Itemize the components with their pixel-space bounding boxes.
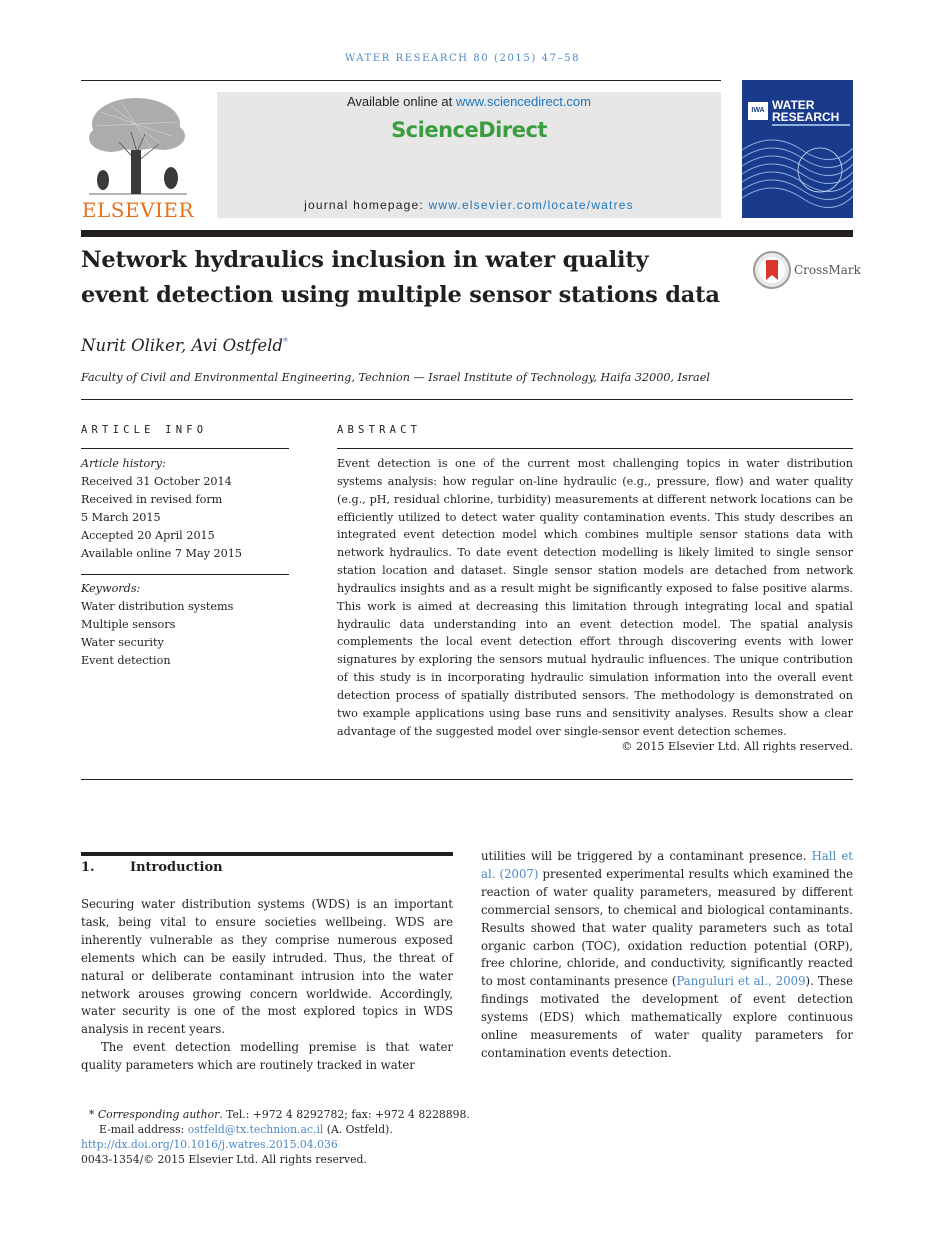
doi-link[interactable]: http://dx.doi.org/10.1016/j.watres.2015.04.036 bbox=[81, 1138, 338, 1151]
cover-title-line1: WATER bbox=[772, 98, 815, 112]
header-rule bbox=[81, 80, 721, 81]
article-info-rule bbox=[81, 448, 289, 449]
article-history bbox=[81, 455, 289, 563]
cover-title bbox=[772, 99, 839, 123]
sciencedirect-link[interactable]: www.sciencedirect.com bbox=[455, 94, 591, 109]
tree-emblem-icon bbox=[81, 92, 195, 196]
keyword-item: Water security bbox=[81, 636, 164, 649]
history-item: Received in revised form bbox=[81, 493, 223, 506]
footnote bbox=[81, 1107, 481, 1167]
section-title: Introduction bbox=[130, 860, 223, 875]
history-item: 5 March 2015 bbox=[81, 511, 161, 524]
journal-homepage-link[interactable]: www.elsevier.com/locate/watres bbox=[428, 198, 634, 212]
title-line2: event detection using multiple sensor stations data bbox=[81, 282, 720, 308]
text-run: presented experimental results which examined the reaction of water quality parameters, measured by different commercial sensors, to chemical and biological contaminants. Results showed that water quality parameters such as total organic carbon (TOC), oxidation reduction potential (ORP), free chlorine, chloride, and conductivity, significantly reacted to most contaminants presence ( bbox=[481, 866, 854, 989]
history-item: Received 31 October 2014 bbox=[81, 475, 232, 488]
info-top-rule bbox=[81, 399, 853, 400]
email-label: E-mail address: bbox=[99, 1123, 188, 1136]
affiliation: Faculty of Civil and Environmental Engineering, Technion — Israel Institute of Technology, Haifa 32000, Israel bbox=[81, 371, 710, 384]
cover-subtitle-bar bbox=[772, 124, 850, 126]
sciencedirect-banner bbox=[217, 92, 721, 218]
text-run: utilities will be triggered by a contaminant presence. bbox=[481, 849, 812, 863]
title-line1: Network hydraulics inclusion in water quality bbox=[81, 247, 649, 273]
available-online bbox=[217, 94, 721, 109]
paragraph bbox=[481, 848, 853, 1063]
abstract-rule bbox=[337, 448, 853, 449]
corr-label: Corresponding author bbox=[97, 1108, 220, 1121]
issn-line: 0043-1354/© 2015 Elsevier Ltd. All rights reserved. bbox=[81, 1153, 367, 1166]
abstract-text: Event detection is one of the current most challenging topics in water distribution systems analysis: how regular on-line hydraulic (e.g., pressure, flow) and water quality (e.g., pH, residual chlorine, turbidity) measurements at different network locations can be efficiently utilized to detect water quality contamination events. This study describes an integrated event detection model which combines multiple sensor stations data with network hydraulics. To date event detection modelling is likely limited to single sensor station location and dataset. Single sensor station models are detached from network hydraulics insights and as a result might be significantly exposed to false positive alarms. This work is aimed at decreasing this limitation through integrating local and spatial hydraulic data understanding into an event detection model. The spatial analysis complements the local event detection effort through discovering events with lower signatures by exploring the sensors mutual hydraulic influences. The unique contribution of this study is in incorporating hydraulic simulation information into the overall event detection process of spatially distributed sensors. The methodology is demonstrated on two example applications using base runs and sensitivity analyses. Results show a clear advantage of the suggested model over single-sensor event detection schemes. bbox=[337, 457, 853, 738]
section-number: 1. bbox=[81, 860, 95, 875]
paragraph: Securing water distribution systems (WDS) is an important task, being vital to ensure societies wellbeing. WDS are inherently vulnerable as they comprise numerous exposed elements which can be easily intruded. Thus, the threat of natural or deliberate contaminant intrusion into the water network arouses growing concern worldwide. Accordingly, water security is one of the most explored topics in WDS analysis in recent years. bbox=[81, 897, 453, 1037]
crossmark-icon bbox=[752, 250, 792, 290]
crossmark-label: CrossMark bbox=[794, 263, 861, 277]
author-names: Nurit Oliker, Avi Ostfeld bbox=[81, 336, 283, 355]
crossmark-button[interactable] bbox=[752, 250, 861, 290]
email-line bbox=[81, 1122, 481, 1137]
article-info-heading: ARTICLE INFO bbox=[81, 424, 208, 436]
abstract-copyright: © 2015 Elsevier Ltd. All rights reserved. bbox=[621, 740, 853, 753]
abstract-bottom-rule bbox=[81, 779, 853, 780]
history-item: Available online 7 May 2015 bbox=[81, 547, 242, 560]
authors bbox=[81, 336, 288, 355]
keyword-item: Multiple sensors bbox=[81, 618, 176, 631]
section-heading-introduction bbox=[81, 860, 223, 875]
corresponding-author-note bbox=[81, 1107, 481, 1122]
cover-title-line2: RESEARCH bbox=[772, 110, 840, 124]
article-title bbox=[81, 243, 741, 313]
elsevier-logo[interactable] bbox=[81, 92, 195, 220]
paragraph: The event detection modelling premise is that water quality parameters which are routinely tracked in water bbox=[81, 1040, 453, 1073]
history-label: Article history: bbox=[81, 457, 166, 470]
email-link[interactable]: ostfeld@tx.technion.ac.il bbox=[187, 1123, 324, 1136]
keywords-rule bbox=[81, 574, 289, 575]
footnote-star: * bbox=[89, 1108, 98, 1121]
title-rule bbox=[81, 230, 853, 237]
keywords bbox=[81, 580, 289, 670]
abstract-heading: ABSTRACT bbox=[337, 424, 422, 436]
right-column bbox=[481, 848, 853, 1063]
corr-contact: . Tel.: +972 4 8292782; fax: +972 4 8228898. bbox=[219, 1108, 470, 1121]
email-owner: (A. Ostfeld). bbox=[323, 1123, 393, 1136]
left-column bbox=[81, 896, 453, 1075]
intro-rule bbox=[81, 852, 453, 856]
running-head: WATER RESEARCH 80 (2015) 47–58 bbox=[344, 53, 581, 64]
text-run: ). These findings motivated the development of event detection systems (EDS) which mathematically explore continuous online measurements of water quality parameters for contamination events detection. bbox=[481, 974, 853, 1060]
publisher-wordmark: ELSEVIER bbox=[81, 198, 195, 222]
wave-pattern-icon bbox=[742, 130, 853, 218]
keyword-item: Water distribution systems bbox=[81, 600, 234, 613]
corresponding-author-mark[interactable]: * bbox=[282, 336, 288, 348]
keywords-label: Keywords: bbox=[81, 582, 141, 595]
journal-cover[interactable] bbox=[742, 80, 853, 218]
sciencedirect-logo[interactable]: ScienceDirect bbox=[391, 118, 547, 142]
journal-homepage bbox=[217, 198, 721, 212]
history-item: Accepted 20 April 2015 bbox=[81, 529, 215, 542]
iwa-badge: IWA bbox=[748, 102, 768, 120]
homepage-label: journal homepage: bbox=[304, 198, 429, 212]
available-label: Available online at bbox=[346, 94, 456, 109]
citation-link[interactable]: Panguluri et al., 2009 bbox=[676, 974, 806, 989]
keyword-item: Event detection bbox=[81, 654, 171, 667]
citation-link[interactable]: Hall et al. (2007) bbox=[481, 849, 853, 881]
